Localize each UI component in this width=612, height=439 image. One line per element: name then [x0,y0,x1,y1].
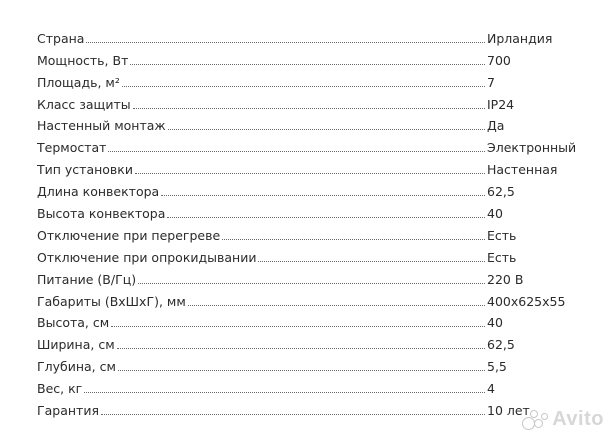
dot-leader [258,260,485,262]
spec-row [37,352,577,374]
avito-watermark [522,408,604,431]
spec-label: Площадь, м² [37,74,120,90]
spec-label: Высота, см [37,315,110,331]
spec-row [37,112,577,134]
spec-label: Страна [37,30,85,46]
spec-label: Ширина, см [37,337,115,353]
dot-leader [108,150,485,152]
spec-value: 10 лет [487,403,530,419]
spec-value: 400x625x55 [487,293,566,309]
spec-label: Настенный монтаж [37,118,166,134]
spec-label: Класс защиты [37,96,131,112]
dot-leader [122,85,485,87]
spec-value: 700 [487,52,511,68]
dot-leader [135,172,485,174]
spec-label: Термостат [37,140,107,156]
spec-row [37,155,577,177]
spec-value: Есть [487,249,517,265]
spec-row [37,68,577,90]
dot-leader [168,128,485,130]
dot-leader [188,304,485,306]
dot-leader [111,325,485,327]
spec-value: IP24 [487,96,515,112]
spec-value: 4 [487,381,495,397]
spec-row [37,46,577,68]
avito-logo-icon [522,410,548,430]
dot-leader [86,41,485,43]
spec-row [37,309,577,331]
spec-row [37,374,577,396]
spec-row [37,90,577,112]
spec-label: Длина конвектора [37,184,160,200]
dot-leader [101,413,485,415]
spec-value: 5,5 [487,359,507,375]
dot-leader [133,107,485,109]
spec-row [37,221,577,243]
spec-label: Отключение при опрокидывании [37,249,257,265]
spec-label: Гарантия [37,403,99,419]
spec-label: Габариты (ВхШхГ), мм [37,293,186,309]
spec-value: Настенная [487,162,558,178]
spec-value: 40 [487,206,503,222]
spec-row [37,133,577,155]
spec-row [37,177,577,199]
spec-value: 40 [487,315,503,331]
spec-row [37,265,577,287]
dot-leader [138,282,485,284]
spec-label: Отключение при перегреве [37,227,221,243]
spec-label: Вес, кг [37,381,83,397]
watermark-text: Avito [552,408,604,430]
spec-value: Электронный [487,140,577,156]
dot-leader [167,216,485,218]
spec-row [37,330,577,352]
spec-label: Тип установки [37,162,133,178]
spec-label: Мощность, Вт [37,52,129,68]
spec-row [37,199,577,221]
spec-value: Да [487,118,505,134]
spec-value: 62,5 [487,184,515,200]
spec-value: 7 [487,74,495,90]
dot-leader [84,391,485,393]
dot-leader [117,347,485,349]
dot-leader [161,194,485,196]
spec-label: Глубина, см [37,359,116,375]
specs-table [37,24,577,418]
spec-row [37,287,577,309]
spec-row [37,24,577,46]
spec-value: 220 В [487,271,524,287]
spec-row [37,396,577,418]
spec-label: Питание (В/Гц) [37,271,137,287]
dot-leader [130,63,485,65]
spec-value: Есть [487,227,517,243]
dot-leader [118,369,485,371]
dot-leader [222,238,485,240]
spec-row [37,243,577,265]
spec-label: Высота конвектора [37,206,166,222]
spec-value: 62,5 [487,337,515,353]
spec-value: Ирландия [487,30,553,46]
